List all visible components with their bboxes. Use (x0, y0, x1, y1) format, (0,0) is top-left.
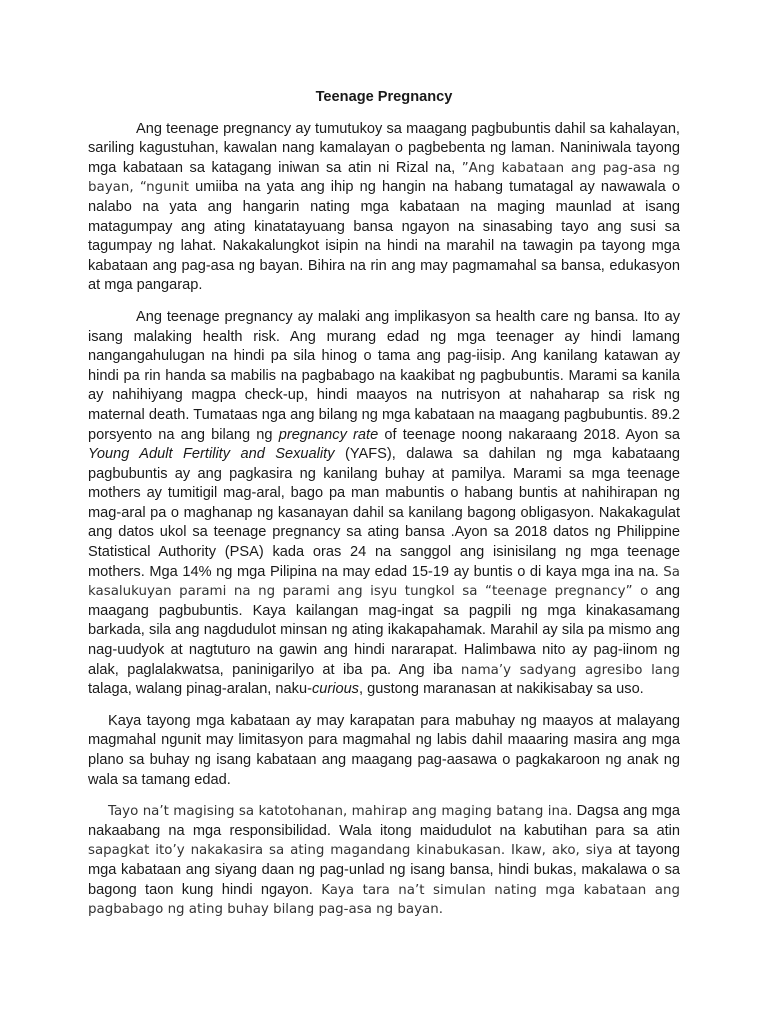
paragraph-3: Kaya tayong mga kabataan ay may karapatan para mabuhay ng maayos at malayang magmahal ngunit may limitasyon para magmahal ng labis dahil maaaring masira ang mga plano sa buhay ng isang kabataan ang maagang pag-aasawa o pagkakaroon ng anak ng wala sa tamang edad. (88, 712, 680, 788)
p4-text-c: sapagkat ito’y nakakasira sa ating magandang kinabukasan. Ikaw, ako, siya (88, 843, 613, 859)
p4-text-b: Dagsa ang mga nakaabang na mga responsibilidad. Wala itong maidudulot na kabutihan para sa atin (88, 803, 680, 839)
p2-text-f: Sa kasalukuyan parami na ng parami ang isyu tungkol sa “teenage pregnancy” o (88, 564, 680, 600)
p2-text-i: talaga, walang pinag-aralan, naku- (88, 681, 312, 698)
p2-text-h: nama’y sadyang agresibo lang (460, 662, 680, 678)
p4-text-d: at tayong mga kabataan ang siyang daan ng pag-unlad ng isang bansa, hindi bukas, makalawa o sa bagong taon kung hindi ngayon. (88, 842, 680, 898)
p2-text-g: ang maagang pagbubuntis. Kaya kailangan mag-ingat sa pagpili ng mga kinakasamang barkada, sila ang nagdudulot minsan ng ating ikakapahamak. Marahil ay sila pa mismo ang nag-uudyok at nagtuturo na gawin ang hindi nararapat. Halimbawa nito ay pag-iinom ng alak, paglalakwatsa, paninigarilyo at iba pa. Ang iba (88, 583, 681, 678)
p2-yafs-name: Young Adult Fertility and Sexuality (88, 446, 335, 463)
p1-text-c: umiiba na yata ang ihip ng hangin na habang tumatagal ay nawawala o nalabo na yata ang hangarin nating mga kabataan na maging maunlad at isang matagumpay ang ating kinatatayuang bansa ngayon na sinasabing tayo ang susi sa tagumpay ng lahat. Nakakalungkot isipin na hindi na marahil na tawagin pa tayong mga kabataan ang pag-asa ng bayan. Bihira na rin ang may pagmamahal sa bansa, edukasyon at mga pangarap. (88, 179, 680, 294)
p1-text-a: Ang teenage pregnancy ay tumutukoy sa maagang pagbubuntis dahil sa kahalayan, sariling kagustuhan, kawalan nang kamalayan o pagbebenta ng laman. Naniniwala tayong mga kabataan sa katagang iniwan sa atin ni Rizal na, (88, 120, 680, 176)
p4-text-e: Kaya tara na’t simulan nating mga kabataan ang pagbabago ng ating buhay bilang pag-asa ng bayan. (88, 882, 680, 918)
paragraph-2 (88, 308, 680, 700)
document-title: Teenage Pregnancy (315, 89, 453, 105)
p2-text-k: , gustong maranasan at nakikisabay sa uso. (358, 681, 644, 698)
document-page (88, 88, 680, 932)
p4-text-a: Tayo na’t magising sa katotohanan, mahirap ang maging batang ina. (108, 804, 573, 820)
p2-text-e: (YAFS), dalawa sa dahilan ng mga kabataang pagbubuntis ay ang pagkasira ng kanilang buhay at pamilya. Marami sa mga teenage mothers ay tumitigil mag-aral, bago pa man mabuntis o habang buntis at nahihirapan ng mag-aral pa o maghanap ng kasanayan dahil sa kanilang bagong obligasyon. Nakakagulat ang datos ukol sa teenage pregnancy sa ating bansa .Ayon sa 2018 datos ng Philippine Statistical Authority (PSA) kada oras 24 na sanggol ang isinisilang ng mga teenage mothers. Mga 14% ng mga Pilipina na may edad 15-19 ay buntis o di kaya mga ina na. (88, 446, 680, 580)
p2-text-c: of teenage noong nakaraang 2018. Ayon sa (378, 426, 680, 443)
p2-text-a: Ang teenage pregnancy ay malaki ang implikasyon sa health care ng bansa. Ito ay isang malaking health risk. Ang murang edad ng mga teenager ay hindi lamang nangangahulugan na hindi pa sila hinog o tama ang pag-iisip. Ang kanilang katawan ay hindi pa rin handa sa mabilis na pagbabago na kaakibat ng pagbubuntis. Marami sa kanila ay nahihiyang magpa check-up, hindi maayos na nutrisyon at nahaharap sa risk ng maternal death. Tumataas nga ang bilang ng mga kabataan na maagang pagbubuntis. 89.2 porsyento na ang bilang ng (88, 308, 680, 443)
p1-rizal-quote: ”Ang kabataan ang pag-asa ng bayan, “ngunit (88, 160, 680, 196)
p2-pregnancy-rate: pregnancy rate (278, 426, 379, 443)
paragraph-1 (88, 120, 680, 296)
paragraph-4 (88, 802, 680, 920)
p2-curious: curious (311, 681, 359, 698)
